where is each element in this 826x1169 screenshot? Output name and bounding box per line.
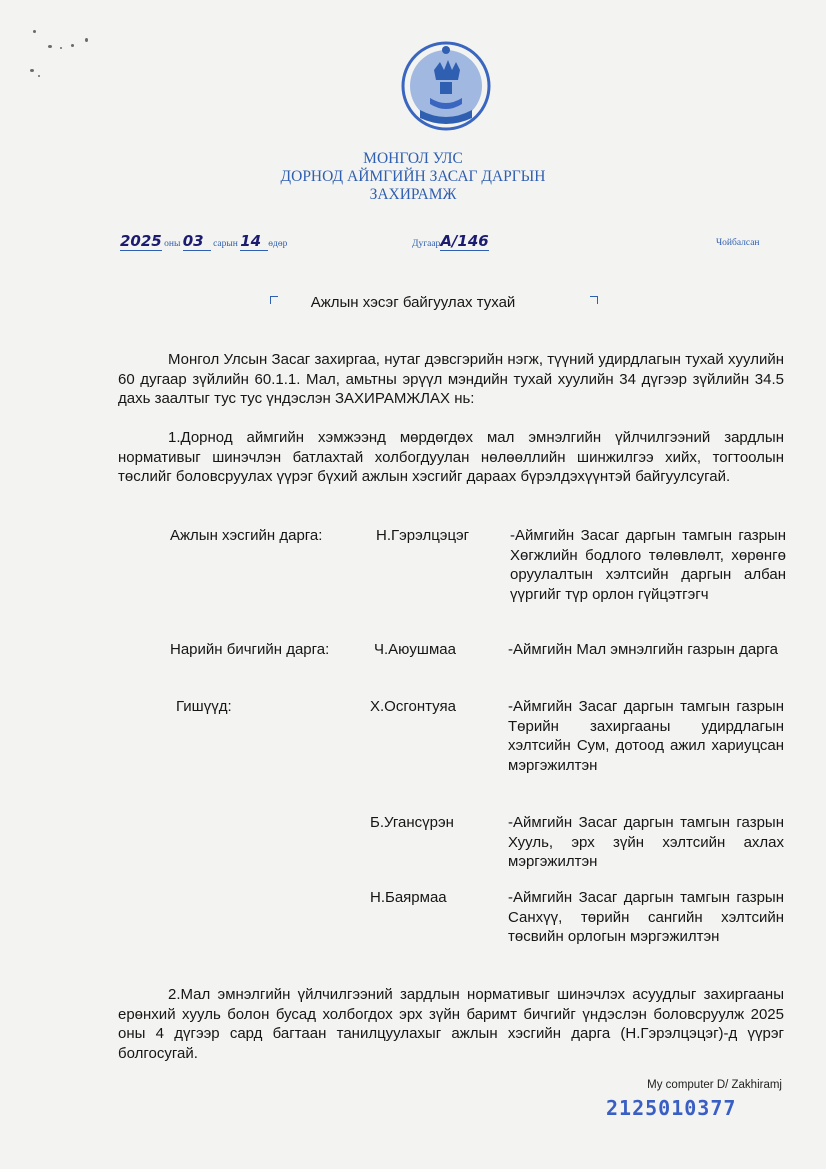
- intro-paragraph: [118, 350, 784, 409]
- document-title: Ажлын хэсэг байгуулах тухай: [310, 294, 516, 311]
- member-description: -Аймгийн Засаг даргын тамгын газрын Хууль, эрх зүйн хэлтсийн ахлах мэргэжилтэн: [508, 814, 784, 871]
- member-description: -Аймгийн Засаг даргын тамгын газрын Хөгжлийн бодлого төлөвлөлт, хөрөнгө оруулалтын хэлтсийн даргын албан үүргийг түр орлон гүйцэтгэгч: [510, 527, 786, 603]
- item-2-text: 2.Мал эмнэлгийн үйлчилгээний зардлын нормативыг шинэчлэх асуудлыг захиргааны ерөнхий хууль болон бусад холбогдох эрх зүйн баримт бичгийг үндэслэн боловсруулж 2025 оны 4 дүгээр сард багтаан танилцуулахыг ажлын хэсгийн дарга (Н.Гэрэлцэцэг)-д үүрэг болгосугай.: [118, 986, 784, 1062]
- intro-text: Монгол Улсын Засаг захиргаа, нутаг дэвсгэрийн нэгж, түүний удирдлагын тухай хуулийн 60 дугаар зүйлийн 60.1.1. Мал, амьтны эрүүл мэндийн тухай хуулийн 34 дүгээр зүйлийн 34.5 дахь заалтыг тус тус үндэслэн ЗАХИРАМЖЛАХ нь:: [118, 351, 784, 408]
- header-doc-type: ЗАХИРАМЖ: [369, 186, 457, 203]
- date-day: 14: [240, 232, 262, 250]
- number-label: Дугаар: [412, 239, 441, 249]
- member-role: Ажлын хэсгийн дарга:: [170, 527, 323, 544]
- title-bracket-right: [590, 296, 598, 304]
- member-name: Н.Гэрэлцэцэг: [376, 527, 470, 544]
- scan-speck: [71, 44, 74, 47]
- date-year-label: оны: [164, 239, 181, 249]
- item-2-paragraph: [118, 985, 784, 1063]
- scan-speck: [85, 38, 88, 42]
- member-name: Ч.Аюушмаа: [374, 641, 456, 658]
- member-role: Нарийн бичгийн дарга:: [170, 641, 330, 658]
- header-office: ДОРНОД АЙМГИЙН ЗАСАГ ДАРГЫН: [280, 168, 546, 185]
- date-month-label: сарын: [213, 239, 238, 249]
- scan-speck: [30, 69, 34, 72]
- member-description: -Аймгийн Засаг даргын тамгын газрын Санхүү, төрийн сангийн хэлтсийн төсвийн орлогын мэргэжилтэн: [508, 889, 784, 946]
- member-description: -Аймгийн Засаг даргын тамгын газрын Төрийн захиргааны удирдлагын хэлтсийн Сум, дотоод ажил хариуцсан мэргэжилтэн: [508, 698, 784, 774]
- member-name: Н.Баярмаа: [370, 889, 447, 906]
- date-day-label: өдөр: [268, 239, 288, 249]
- scan-speck: [60, 47, 62, 49]
- serial-stamp: 2125010377: [606, 1096, 737, 1120]
- date-year: 2025: [120, 232, 162, 250]
- number-field: [412, 232, 489, 251]
- header-country: МОНГОЛ УЛС: [363, 150, 463, 167]
- item-1-text: 1.Дорнод аймгийн хэмжээнд мөрдөгдөх мал эмнэлгийн үйлчилгээний зардлын нормативыг шинэчлэн батлахтай холбогдуулан нөлөөллийн шинжилгээ хийх, тогтоолын төслийг боловсруулах үүрэг бүхий ажлын хэсгийг дараах бүрэлдэхүүнтэй байгуулсугай.: [118, 429, 784, 486]
- state-emblem-icon: [400, 40, 492, 132]
- member-role: Гишүүд:: [176, 698, 232, 715]
- item-1-paragraph: [118, 428, 784, 487]
- member-name: Х.Осгонтуяа: [370, 698, 456, 715]
- document-number: А/146: [440, 232, 489, 250]
- scan-speck: [38, 75, 40, 77]
- member-name: Б.Угансүрэн: [370, 814, 454, 831]
- date-month: 03: [182, 232, 204, 250]
- scan-speck: [48, 45, 52, 48]
- file-path-note: My computer D/ Zakhiramj: [647, 1079, 782, 1091]
- date-field: [120, 232, 287, 251]
- scan-speck: [33, 30, 36, 33]
- member-description: -Аймгийн Мал эмнэлгийн газрын дарга: [508, 641, 778, 658]
- city-name: Чойбалсан: [716, 238, 760, 248]
